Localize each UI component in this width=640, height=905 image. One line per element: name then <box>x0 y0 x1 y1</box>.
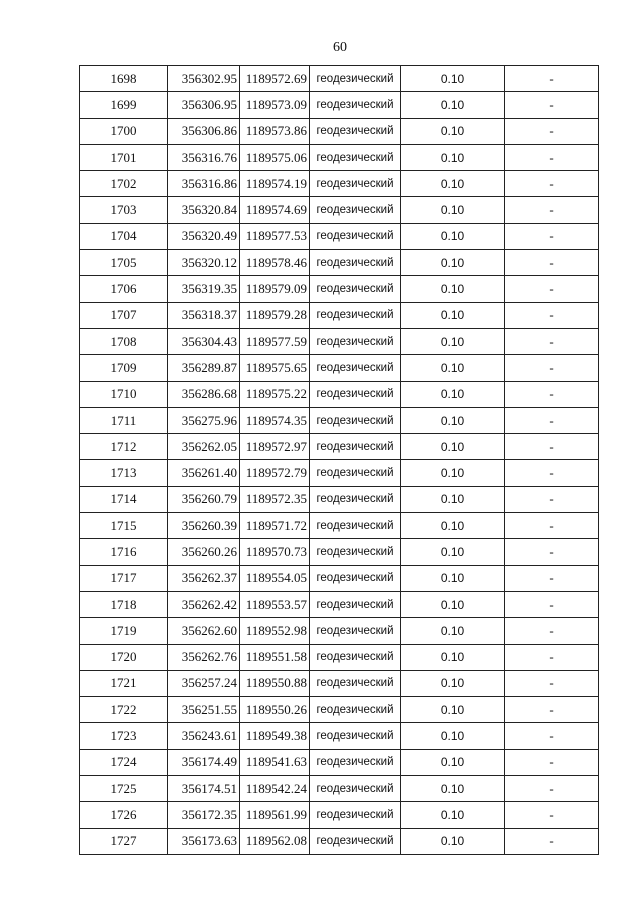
method-cell: геодезический <box>310 223 401 249</box>
method-cell: геодезический <box>310 486 401 512</box>
note-cell: - <box>505 460 599 486</box>
note-cell: - <box>505 644 599 670</box>
point-number-cell: 1718 <box>80 591 168 617</box>
accuracy-cell: 0.10 <box>401 66 505 92</box>
note-cell: - <box>505 223 599 249</box>
accuracy-cell: 0.10 <box>401 434 505 460</box>
table-row <box>80 302 599 328</box>
accuracy-cell: 0.10 <box>401 591 505 617</box>
accuracy-cell: 0.10 <box>401 486 505 512</box>
method-cell: геодезический <box>310 434 401 460</box>
method-cell: геодезический <box>310 591 401 617</box>
accuracy-cell: 0.10 <box>401 697 505 723</box>
accuracy-cell: 0.10 <box>401 460 505 486</box>
method-cell: геодезический <box>310 749 401 775</box>
x-coordinate-cell: 356320.12 <box>168 250 240 276</box>
table-row <box>80 486 599 512</box>
x-coordinate-cell: 356260.26 <box>168 539 240 565</box>
note-cell: - <box>505 66 599 92</box>
note-cell: - <box>505 355 599 381</box>
y-coordinate-cell: 1189574.69 <box>240 197 310 223</box>
page-number: 60 <box>333 40 347 55</box>
x-coordinate-cell: 356260.39 <box>168 513 240 539</box>
x-coordinate-cell: 356286.68 <box>168 381 240 407</box>
note-cell: - <box>505 565 599 591</box>
x-coordinate-cell: 356173.63 <box>168 828 240 854</box>
note-cell: - <box>505 328 599 354</box>
x-coordinate-cell: 356304.43 <box>168 328 240 354</box>
x-coordinate-cell: 356251.55 <box>168 697 240 723</box>
method-cell: геодезический <box>310 197 401 223</box>
point-number-cell: 1717 <box>80 565 168 591</box>
note-cell: - <box>505 302 599 328</box>
x-coordinate-cell: 356261.40 <box>168 460 240 486</box>
accuracy-cell: 0.10 <box>401 644 505 670</box>
y-coordinate-cell: 1189570.73 <box>240 539 310 565</box>
point-number-cell: 1713 <box>80 460 168 486</box>
note-cell: - <box>505 749 599 775</box>
y-coordinate-cell: 1189554.05 <box>240 565 310 591</box>
accuracy-cell: 0.10 <box>401 749 505 775</box>
y-coordinate-cell: 1189572.35 <box>240 486 310 512</box>
table-row <box>80 118 599 144</box>
method-cell: геодезический <box>310 66 401 92</box>
table-row <box>80 697 599 723</box>
y-coordinate-cell: 1189578.46 <box>240 250 310 276</box>
note-cell: - <box>505 539 599 565</box>
accuracy-cell: 0.10 <box>401 670 505 696</box>
point-number-cell: 1721 <box>80 670 168 696</box>
table-row <box>80 66 599 92</box>
x-coordinate-cell: 356275.96 <box>168 407 240 433</box>
table-row <box>80 802 599 828</box>
y-coordinate-cell: 1189574.35 <box>240 407 310 433</box>
y-coordinate-cell: 1189552.98 <box>240 618 310 644</box>
x-coordinate-cell: 356172.35 <box>168 802 240 828</box>
table-row <box>80 355 599 381</box>
point-number-cell: 1709 <box>80 355 168 381</box>
x-coordinate-cell: 356262.05 <box>168 434 240 460</box>
y-coordinate-cell: 1189553.57 <box>240 591 310 617</box>
x-coordinate-cell: 356302.95 <box>168 66 240 92</box>
note-cell: - <box>505 171 599 197</box>
table-row <box>80 776 599 802</box>
table-row <box>80 749 599 775</box>
method-cell: геодезический <box>310 539 401 565</box>
table-row <box>80 407 599 433</box>
table-row <box>80 223 599 249</box>
y-coordinate-cell: 1189573.09 <box>240 92 310 118</box>
note-cell: - <box>505 92 599 118</box>
accuracy-cell: 0.10 <box>401 302 505 328</box>
x-coordinate-cell: 356262.60 <box>168 618 240 644</box>
accuracy-cell: 0.10 <box>401 276 505 302</box>
accuracy-cell: 0.10 <box>401 328 505 354</box>
method-cell: геодезический <box>310 460 401 486</box>
y-coordinate-cell: 1189573.86 <box>240 118 310 144</box>
y-coordinate-cell: 1189542.24 <box>240 776 310 802</box>
x-coordinate-cell: 356306.86 <box>168 118 240 144</box>
note-cell: - <box>505 381 599 407</box>
x-coordinate-cell: 356260.79 <box>168 486 240 512</box>
accuracy-cell: 0.10 <box>401 381 505 407</box>
x-coordinate-cell: 356316.76 <box>168 144 240 170</box>
point-number-cell: 1719 <box>80 618 168 644</box>
point-number-cell: 1725 <box>80 776 168 802</box>
y-coordinate-cell: 1189572.69 <box>240 66 310 92</box>
table-row <box>80 723 599 749</box>
method-cell: геодезический <box>310 618 401 644</box>
point-number-cell: 1699 <box>80 92 168 118</box>
table-row <box>80 460 599 486</box>
table-row <box>80 197 599 223</box>
y-coordinate-cell: 1189579.09 <box>240 276 310 302</box>
note-cell: - <box>505 434 599 460</box>
method-cell: геодезический <box>310 670 401 696</box>
point-number-cell: 1715 <box>80 513 168 539</box>
point-number-cell: 1720 <box>80 644 168 670</box>
note-cell: - <box>505 776 599 802</box>
note-cell: - <box>505 723 599 749</box>
accuracy-cell: 0.10 <box>401 223 505 249</box>
table-row <box>80 644 599 670</box>
y-coordinate-cell: 1189550.26 <box>240 697 310 723</box>
method-cell: геодезический <box>310 828 401 854</box>
table-row <box>80 250 599 276</box>
method-cell: геодезический <box>310 355 401 381</box>
y-coordinate-cell: 1189579.28 <box>240 302 310 328</box>
point-number-cell: 1723 <box>80 723 168 749</box>
method-cell: геодезический <box>310 118 401 144</box>
table-row <box>80 618 599 644</box>
table-row <box>80 92 599 118</box>
note-cell: - <box>505 591 599 617</box>
method-cell: геодезический <box>310 644 401 670</box>
x-coordinate-cell: 356320.49 <box>168 223 240 249</box>
x-coordinate-cell: 356318.37 <box>168 302 240 328</box>
accuracy-cell: 0.10 <box>401 618 505 644</box>
table-row <box>80 591 599 617</box>
point-number-cell: 1711 <box>80 407 168 433</box>
method-cell: геодезический <box>310 250 401 276</box>
y-coordinate-cell: 1189561.99 <box>240 802 310 828</box>
point-number-cell: 1722 <box>80 697 168 723</box>
table-row <box>80 828 599 854</box>
method-cell: геодезический <box>310 723 401 749</box>
x-coordinate-cell: 356262.76 <box>168 644 240 670</box>
point-number-cell: 1703 <box>80 197 168 223</box>
table-row <box>80 434 599 460</box>
method-cell: геодезический <box>310 276 401 302</box>
x-coordinate-cell: 356289.87 <box>168 355 240 381</box>
note-cell: - <box>505 144 599 170</box>
point-number-cell: 1724 <box>80 749 168 775</box>
x-coordinate-cell: 356257.24 <box>168 670 240 696</box>
accuracy-cell: 0.10 <box>401 828 505 854</box>
note-cell: - <box>505 118 599 144</box>
y-coordinate-cell: 1189575.06 <box>240 144 310 170</box>
note-cell: - <box>505 486 599 512</box>
y-coordinate-cell: 1189550.88 <box>240 670 310 696</box>
accuracy-cell: 0.10 <box>401 802 505 828</box>
point-number-cell: 1705 <box>80 250 168 276</box>
method-cell: геодезический <box>310 697 401 723</box>
accuracy-cell: 0.10 <box>401 513 505 539</box>
point-number-cell: 1701 <box>80 144 168 170</box>
table-body <box>80 66 599 855</box>
point-number-cell: 1726 <box>80 802 168 828</box>
y-coordinate-cell: 1189562.08 <box>240 828 310 854</box>
point-number-cell: 1698 <box>80 66 168 92</box>
note-cell: - <box>505 670 599 696</box>
y-coordinate-cell: 1189572.97 <box>240 434 310 460</box>
table-row <box>80 276 599 302</box>
y-coordinate-cell: 1189577.53 <box>240 223 310 249</box>
y-coordinate-cell: 1189549.38 <box>240 723 310 749</box>
accuracy-cell: 0.10 <box>401 250 505 276</box>
note-cell: - <box>505 276 599 302</box>
x-coordinate-cell: 356306.95 <box>168 92 240 118</box>
note-cell: - <box>505 197 599 223</box>
point-number-cell: 1702 <box>80 171 168 197</box>
x-coordinate-cell: 356174.51 <box>168 776 240 802</box>
point-number-cell: 1707 <box>80 302 168 328</box>
point-number-cell: 1706 <box>80 276 168 302</box>
accuracy-cell: 0.10 <box>401 539 505 565</box>
y-coordinate-cell: 1189575.22 <box>240 381 310 407</box>
y-coordinate-cell: 1189574.19 <box>240 171 310 197</box>
x-coordinate-cell: 356174.49 <box>168 749 240 775</box>
note-cell: - <box>505 513 599 539</box>
x-coordinate-cell: 356319.35 <box>168 276 240 302</box>
point-number-cell: 1708 <box>80 328 168 354</box>
x-coordinate-cell: 356262.42 <box>168 591 240 617</box>
point-number-cell: 1710 <box>80 381 168 407</box>
y-coordinate-cell: 1189541.63 <box>240 749 310 775</box>
accuracy-cell: 0.10 <box>401 171 505 197</box>
accuracy-cell: 0.10 <box>401 92 505 118</box>
y-coordinate-cell: 1189575.65 <box>240 355 310 381</box>
point-number-cell: 1714 <box>80 486 168 512</box>
note-cell: - <box>505 802 599 828</box>
x-coordinate-cell: 356262.37 <box>168 565 240 591</box>
method-cell: геодезический <box>310 513 401 539</box>
x-coordinate-cell: 356320.84 <box>168 197 240 223</box>
y-coordinate-cell: 1189551.58 <box>240 644 310 670</box>
method-cell: геодезический <box>310 407 401 433</box>
method-cell: геодезический <box>310 565 401 591</box>
y-coordinate-cell: 1189571.72 <box>240 513 310 539</box>
y-coordinate-cell: 1189572.79 <box>240 460 310 486</box>
x-coordinate-cell: 356243.61 <box>168 723 240 749</box>
accuracy-cell: 0.10 <box>401 144 505 170</box>
method-cell: геодезический <box>310 328 401 354</box>
method-cell: геодезический <box>310 302 401 328</box>
table-row <box>80 381 599 407</box>
table-row <box>80 171 599 197</box>
accuracy-cell: 0.10 <box>401 118 505 144</box>
table-row <box>80 144 599 170</box>
note-cell: - <box>505 828 599 854</box>
table-row <box>80 539 599 565</box>
method-cell: геодезический <box>310 171 401 197</box>
method-cell: геодезический <box>310 144 401 170</box>
point-number-cell: 1700 <box>80 118 168 144</box>
method-cell: геодезический <box>310 381 401 407</box>
point-number-cell: 1716 <box>80 539 168 565</box>
point-number-cell: 1727 <box>80 828 168 854</box>
accuracy-cell: 0.10 <box>401 723 505 749</box>
table-row <box>80 565 599 591</box>
point-number-cell: 1712 <box>80 434 168 460</box>
accuracy-cell: 0.10 <box>401 407 505 433</box>
table-row <box>80 670 599 696</box>
point-number-cell: 1704 <box>80 223 168 249</box>
note-cell: - <box>505 407 599 433</box>
method-cell: геодезический <box>310 802 401 828</box>
accuracy-cell: 0.10 <box>401 197 505 223</box>
accuracy-cell: 0.10 <box>401 565 505 591</box>
note-cell: - <box>505 250 599 276</box>
method-cell: геодезический <box>310 776 401 802</box>
x-coordinate-cell: 356316.86 <box>168 171 240 197</box>
coordinates-table <box>79 65 599 855</box>
method-cell: геодезический <box>310 92 401 118</box>
table-row <box>80 513 599 539</box>
note-cell: - <box>505 618 599 644</box>
table-row <box>80 328 599 354</box>
note-cell: - <box>505 697 599 723</box>
accuracy-cell: 0.10 <box>401 355 505 381</box>
y-coordinate-cell: 1189577.59 <box>240 328 310 354</box>
accuracy-cell: 0.10 <box>401 776 505 802</box>
